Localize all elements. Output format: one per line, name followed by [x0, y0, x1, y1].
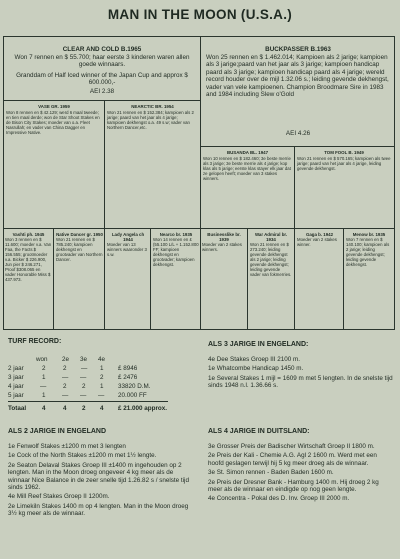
record-header-3e: 3e	[80, 356, 88, 363]
eng2-title: ALS 2 JARIGE IN ENGELAND	[8, 428, 107, 435]
ger4-list	[208, 443, 394, 503]
row-amount: £ 2476	[118, 374, 138, 381]
row-2e: 2	[63, 365, 67, 372]
gen3-name: Nearco br. 1935	[159, 232, 193, 237]
eng3-title: ALS 3 JARIGE IN ENGELAND:	[208, 341, 309, 348]
row-4e: 1	[100, 365, 104, 372]
row-3e: —	[80, 374, 87, 381]
total-won: 4	[42, 405, 46, 412]
gen2-name: BUSANDA BL. 1947	[226, 150, 269, 155]
gen3-divider	[343, 228, 344, 329]
eng2-list	[8, 443, 196, 518]
row-4e: 2	[100, 374, 104, 381]
dam-name: BUCKPASSER B.1963	[265, 46, 331, 53]
row-amount: 20.000 FF	[118, 392, 147, 399]
gen3-text: Won 7 rennen en $ 140.100; kampioen als 2 jarige; leiding gevende dekhengst; leiding gevende dekhengst.	[346, 237, 390, 267]
gen3-name: Gaga b. 1942	[305, 232, 334, 237]
dam-aei: AEI 4.26	[285, 130, 311, 137]
total-4e: 4	[100, 405, 104, 412]
list-item: 2e Seaton Delaval Stakes Groep III ±1400 m ingehouden op 2 lengten. Man in the Moon droeg ongeveer 4 kg meer als de winnaar Nice Balance in de zeer snelle tijd 1.26.82 s / snelste tijd sinds 1962.	[8, 461, 189, 492]
gen3-text: Moeder van 13 winners waaronder 3 s.w.	[107, 242, 147, 257]
gen2-top-line-right	[200, 146, 394, 147]
list-item: 3e Grosser Preis der Badischer Wirtschaft Groep II 1800 m.	[208, 443, 375, 450]
gen3-cell	[346, 232, 392, 267]
gen2-text: Won 21 rennen en $ 152.384; kampioen als 2 jarige; paard van het jaar als 4 jarige; kampioen dekhengst o.a. 49 s.w; vader van Northern Dancer,etc.	[107, 110, 194, 130]
gen2-text: Won 8 rennen en $ 42.129; werd 6 maal tweede; en tien maal derde; won de Star Shoot Stakes en de Bison City Stakes; moeder van o.a. Fleet Nasrullah; en vader van China Dagger en Impressive Native.	[6, 110, 100, 135]
gen3-cell	[153, 232, 199, 267]
list-item: 1e Fenwolf Stakes ±1200 m met 3 lengten	[8, 443, 126, 450]
gen3-cell	[297, 232, 342, 247]
turf-record-title: TURF RECORD:	[8, 338, 62, 345]
list-item: 4e Concentra - Pokal des D. Inv. Groep III 2000 m.	[208, 495, 350, 503]
ger4-title: ALS 4 JARIGE IN DUITSLAND:	[208, 428, 310, 435]
gen3-text: Won 21 rennen en $ 785.240; kampioen dekhengst en grootvader van Northern Dancer.	[56, 237, 103, 262]
row-4e: —	[98, 392, 105, 399]
total-2e: 4	[63, 405, 67, 412]
row-amount: £ 8946	[118, 365, 138, 372]
list-item: 1e Cock of the North Stakes ±1200 m met 1½ lengte.	[8, 452, 157, 460]
gen2-text: Won 21 rennen en $ 570.165; kampioen als twee jarige; paard van het jaar als 4 jarige, leiding gevende dekhengst.	[297, 156, 391, 171]
gen3-divider	[247, 228, 248, 329]
row-label: 2 jaar	[8, 365, 24, 372]
gen3-text: Won 21 rennen en $ 273.240; leiding gevende dekhengst als 2 jarige; leiding gevende dekhengst; leiding gevende vader van fokmerries.	[250, 242, 292, 277]
gen3-divider	[53, 228, 54, 329]
gen3-name: Menow br. 1935	[352, 232, 386, 237]
list-item: 2e Preis der Kali - Chemie A.G. Agl 2 1600 m. Werd met een hoofd geslagen terwijl hij 5 kg meer droeg als de winnaar.	[208, 452, 377, 467]
row-2e: —	[62, 374, 69, 381]
total-label: Totaal	[8, 405, 27, 412]
record-header-2e: 2e	[62, 356, 70, 363]
page-title: MAN IN THE MOON (U.S.A.)	[107, 7, 293, 22]
gen3-name: War Admiral br. 1934	[254, 232, 288, 242]
sire-aei: AEI 2.38	[89, 88, 115, 95]
gen3-name: Native Dancer gr. 1950	[56, 232, 103, 237]
list-item: 1e Whatcombe Handicap 1450 m.	[208, 365, 304, 373]
gen3-text: Won 3 rennen en $ 11.600; moeder v.a. Van Faa, the Facts $ 156.555; grootmoeder v.a. Bicker $ 226.900, Jun pier $ 246.271, Proof $308.065 en vader Honorable Miss $ 437.973.	[5, 237, 52, 282]
row-label: 3 jaar	[8, 374, 24, 381]
list-item: 1e Several Stakes 1 mijl = 1609 m met 5 lengten. In de snelste tijd sinds 1948 n.l. 1.36.66 s.	[208, 374, 393, 390]
list-item: 4e Dee Stakes Groep III 2100 m.	[208, 356, 301, 363]
row-3e: —	[80, 392, 87, 399]
row-won: 1	[42, 374, 46, 381]
row-3e: 2	[82, 383, 86, 390]
gen2-name: TOM FOOL B. 1949	[324, 150, 364, 155]
pedigree-center-divider	[200, 36, 201, 329]
row-label: 4 jaar	[8, 383, 24, 390]
gen3-text: Moeder van 2 stakes winner.	[297, 237, 337, 247]
gen3-text: Won 14 rennen en £ (55.100 L/L + 1.152.800 FF; kampioen dekhengst en grootvader; kampioen dekhengst.	[153, 237, 199, 267]
gen3-text: Moeder van 2 stakes winners.	[202, 242, 242, 252]
row-3e: —	[81, 365, 88, 372]
record-total-rule	[8, 401, 168, 402]
gen3-top-line	[3, 228, 394, 229]
total-amount: £ 21.000 approx.	[118, 405, 168, 412]
gen3-cell	[56, 232, 103, 262]
eng3-list	[208, 356, 394, 390]
gen3-cell	[107, 232, 149, 257]
row-won: —	[40, 383, 47, 390]
row-2e: —	[62, 392, 69, 399]
gen3-name: Businesslike br. 1939	[207, 232, 241, 242]
row-amount: 33820 D.M.	[118, 383, 151, 390]
gen2-name: NEARCTIC BR. 1954	[131, 104, 174, 109]
row-4e: 1	[100, 383, 104, 390]
record-header-won: won	[36, 356, 48, 363]
dam-text: Won 25 rennen en $ 1.462.014; Kampioen als 2 jarige; kampioen als 3 jarige;paard van het jaar als 3 jarige; kampioen handicap paard als 3 jarige; kampioen handicap paard als 4 jarige; wereld record houder over de mijl 1.32.06 s.; leiding gevende dekhengst, vader van vele kampioenen. Champion Broodmare Sire in 1983 and 1984 including Slew o'Gold	[206, 54, 389, 99]
sire-text: Won 7 rennen en $ 55.700; haar eerste 3 kinderen waren allen goede winnaars.	[14, 54, 190, 69]
list-item: 2e Limekiln Stakes 1400 m op 4 lengten. Man in the Moon droeg 3½ kg meer als de winnaar.	[8, 502, 189, 518]
row-won: 2	[42, 365, 46, 372]
row-won: 1	[42, 392, 46, 399]
gen2-top-line-left	[3, 100, 200, 101]
gen3-name: Vashti ph. 1945	[12, 232, 45, 237]
gen3-divider	[150, 228, 151, 329]
gen3-cell	[202, 232, 246, 252]
gen2-text: Won 10 rennen en $ 182.460; 3e beste merrie als 3 jarige; 3e beste merrie als 4 jarige; kop klas als 5 jarige; eerste klas stayer elk jaar dat ze gelopen heeft; moeder van 3 stakes winners.	[203, 156, 291, 181]
sire-extra: Granddam of Half Iced winner of the Japan Cup and approx $ 600.000,-	[16, 72, 188, 87]
record-header-4e: 4e	[98, 356, 106, 363]
list-item: 3e St. Simon rennen - Baden Baden 1600 m.	[208, 469, 334, 477]
gen2-divider-right	[294, 146, 295, 329]
list-item: 2e Preis der Dresner Bank - Hamburg 1400 m. Hij droeg 2 kg meer als de winnaar en eindigde op nog geen lengte.	[208, 478, 379, 494]
total-3e: 2	[82, 405, 86, 412]
row-label: 5 jaar	[8, 392, 24, 399]
sire-name: CLEAR AND COLD B.1965	[62, 46, 142, 53]
gen2-name: VASE GR. 1959	[38, 104, 70, 109]
row-2e: 2	[63, 383, 67, 390]
gen2-divider-left	[104, 100, 105, 329]
gen3-name: Lady Angela ch 1944	[111, 232, 145, 242]
list-item: 4e Mill Reef Stakes Groep II 1200m.	[8, 493, 110, 501]
gen3-cell	[5, 232, 52, 282]
gen3-cell	[250, 232, 292, 277]
